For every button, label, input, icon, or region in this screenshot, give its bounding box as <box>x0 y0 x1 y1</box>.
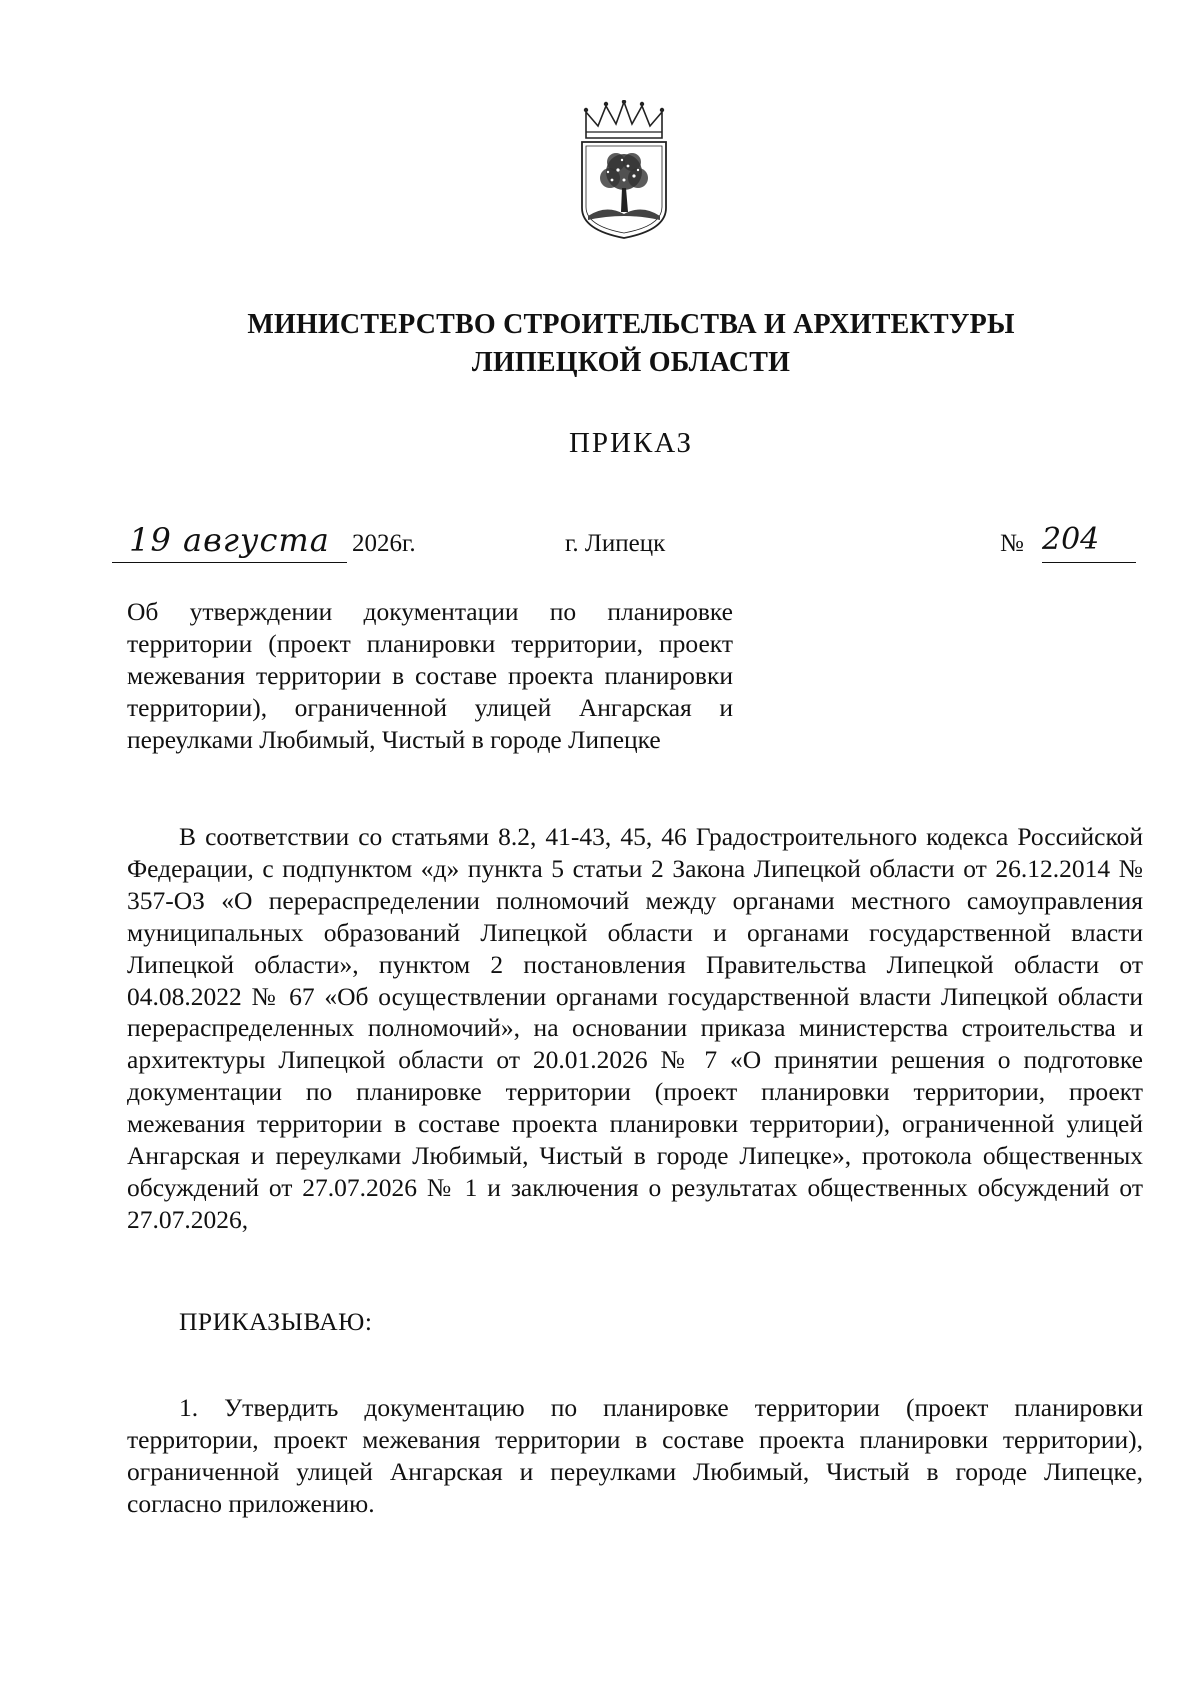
preamble-paragraph: В соответствии со статьями 8.2, 41-43, 45, 46 Градостроительного кодекса Российской Федерации, с подпунктом «д» пункта 5 статьи 2 Закона Липецкой области от 26.12.2014 № 357-ОЗ «О перераспределении полномочий между органами местного самоуправления муниципальных образований Липецкой области и органами государственной власти Липецкой области», пунктом 2 постановления Правительства Липецкой области от 04.08.2022 № 67 «Об осуществлении органами государственной власти Липецкой области перераспределенных полномочий», на основании приказа министерства строительства и архитектуры Липецкой области от 20.01.2026 № 7 «О принятии решения о подготовке документации по планировке территории (проект планировки территории, проект межевания территории в составе проекта планировки территории), ограниченной улицей Ангарская и переулками Любимый, Чистый в городе Липецке», протокола общественных обсуждений от 27.07.2026 № 1 и заключения о результатах общественных обсуждений от 27.07.2026, <box>127 822 1143 1234</box>
document-subject: Об утверждении документации по планировке территории (проект планировки территории, проект межевания территории в составе проекта планировки территории), ограниченной улицей Ангарская и переулками Любимый, Чистый в городе Липецке <box>127 597 733 754</box>
handwritten-date: 19 августа <box>112 518 347 563</box>
ministry-line-1: МИНИСТЕРСТВО СТРОИТЕЛЬСТВА И АРХИТЕКТУРЫ <box>247 309 1015 340</box>
order-keyword: ПРИКАЗЫВАЮ: <box>179 1307 373 1336</box>
ministry-name <box>0 306 1200 382</box>
number-sign: № <box>1000 530 1024 557</box>
document-type-title: ПРИКАЗ <box>568 427 694 459</box>
order-item-1: 1. Утвердить документацию по планировке территории (проект планировки территории, проект межевания территории в составе проекта планировки территории), ограниченной улицей Ангарская и переулками Любимый, Чистый в городе Липецке, согласно приложению. <box>127 1393 1143 1518</box>
city: г. Липецк <box>565 530 666 557</box>
handwritten-number: 204 <box>1042 518 1136 563</box>
ministry-line-2: ЛИПЕЦКОЙ ОБЛАСТИ <box>471 347 791 378</box>
coat-of-arms-icon <box>576 100 672 240</box>
date-number-line <box>0 521 1200 580</box>
date-year: 2026г. <box>352 530 416 557</box>
